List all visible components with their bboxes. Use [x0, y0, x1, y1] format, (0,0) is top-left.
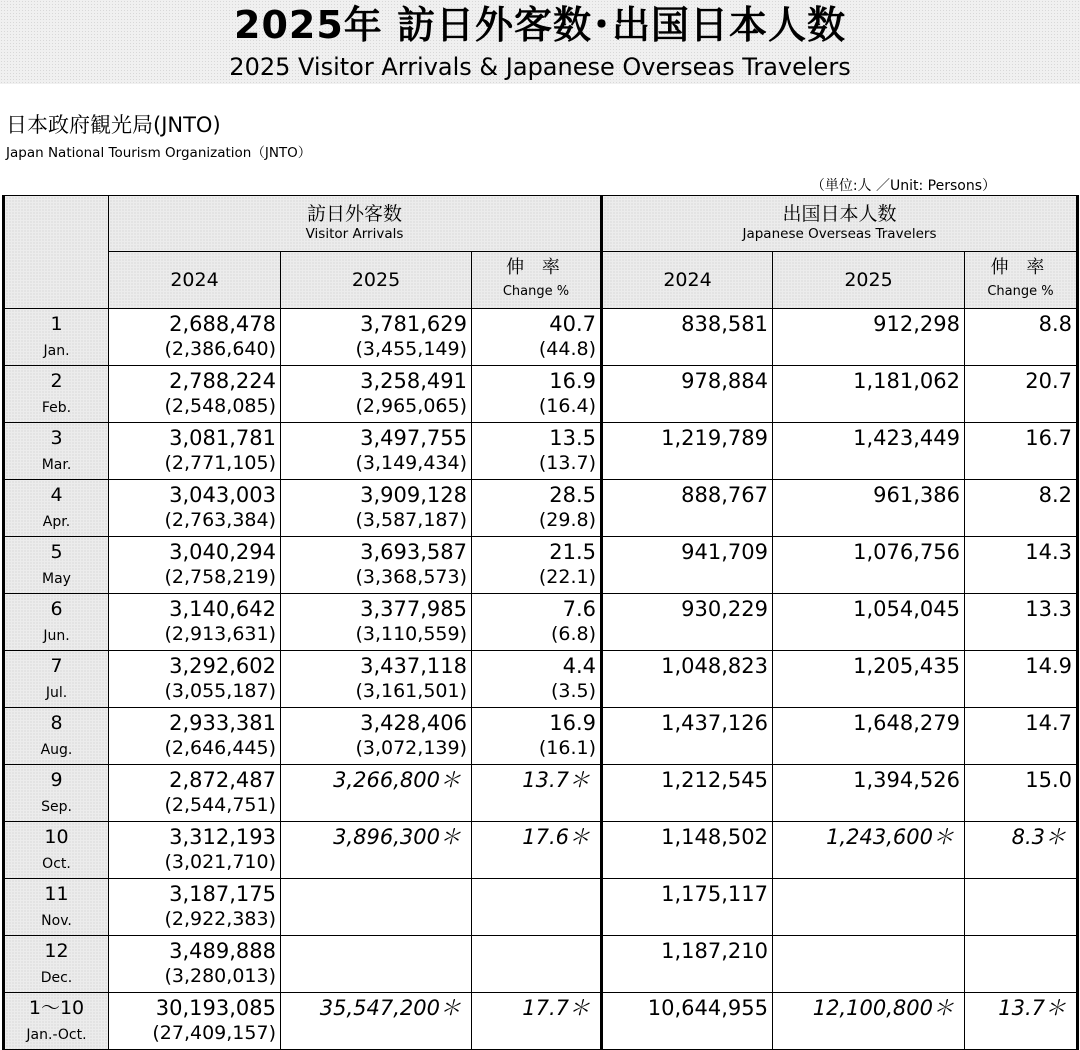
va-2024-sub-value: (2,544,751)	[164, 794, 276, 816]
va-change-cell	[472, 708, 602, 765]
va-2025-value: 3,693,587	[360, 540, 467, 564]
jo-2025-cell	[773, 423, 965, 480]
jo-change-header-jp: 伸 率	[990, 257, 1051, 278]
jo-2025-value: 1,205,435	[853, 654, 960, 678]
va-2024-cell	[109, 309, 281, 366]
jo-change-value: 8.8	[1038, 312, 1072, 336]
jo-2025-cell	[773, 309, 965, 366]
jo-2024-value: 1,048,823	[661, 654, 768, 678]
table-row	[4, 309, 1078, 366]
va-2025-value: 3,781,629	[360, 312, 467, 336]
va-2025-cell	[281, 708, 472, 765]
va-2025-sub-value: (3,149,434)	[355, 452, 467, 474]
month-name: Mar.	[41, 457, 72, 473]
va-change-sub-value: (16.1)	[538, 737, 596, 759]
va-change-cell	[472, 879, 602, 936]
jo-2024-cell	[602, 537, 773, 594]
va-2024-cell	[109, 366, 281, 423]
jo-2024-cell	[602, 993, 773, 1050]
va-2025-value: 3,909,128	[360, 483, 467, 507]
va-2024-cell	[109, 708, 281, 765]
va-2024-sub-value: (2,646,445)	[164, 737, 276, 759]
va-change-value: 21.5	[549, 540, 596, 564]
va-2024-cell	[109, 993, 281, 1050]
month-cell	[4, 651, 109, 708]
va-change-cell	[472, 480, 602, 537]
month-cell	[4, 480, 109, 537]
overseas-travelers-header	[602, 196, 1078, 252]
va-2025-cell	[281, 537, 472, 594]
jo-change-value: 13.3	[1025, 597, 1072, 621]
month-name: Nov.	[41, 913, 72, 929]
va-2025-cell	[281, 879, 472, 936]
jo-change-header-en: Change %	[987, 284, 1054, 299]
jo-2024-value: 10,644,955	[647, 996, 768, 1020]
va-2024-value: 3,040,294	[169, 540, 276, 564]
month-number: 9	[50, 769, 63, 791]
jo-2024-cell	[602, 651, 773, 708]
va-2025-value: 3,377,985	[360, 597, 467, 621]
va-change-value: 40.7	[549, 312, 596, 336]
visitor-arrivals-header-en: Visitor Arrivals	[305, 226, 404, 242]
va-2025-cell	[281, 765, 472, 822]
jo-2024-value: 1,219,789	[661, 426, 768, 450]
month-cell	[4, 708, 109, 765]
month-number: 7	[50, 655, 63, 677]
jo-change-cell	[965, 708, 1078, 765]
jo-change-value: 8.3＊	[1011, 825, 1066, 849]
va-2024-value: 3,081,781	[169, 426, 276, 450]
jo-change-cell	[965, 879, 1078, 936]
va-2024-value: 3,489,888	[169, 939, 276, 963]
month-name: Apr.	[42, 514, 71, 530]
jo-year-curr-header	[773, 252, 965, 309]
va-change-header	[472, 252, 602, 309]
va-change-value: 4.4	[562, 654, 596, 678]
va-change-cell	[472, 594, 602, 651]
jo-2024-cell	[602, 936, 773, 993]
va-2024-sub-value: (2,758,219)	[164, 566, 276, 588]
va-change-sub-value: (22.1)	[538, 566, 596, 588]
month-number: 8	[50, 712, 63, 734]
va-2024-value: 3,187,175	[169, 882, 276, 906]
jo-2024-value: 838,581	[681, 312, 768, 336]
va-2024-value: 3,140,642	[169, 597, 276, 621]
va-2024-cell	[109, 651, 281, 708]
jo-2025-value: 1,243,600＊	[826, 825, 954, 849]
va-2024-cell	[109, 822, 281, 879]
page-title-en: 2025 Visitor Arrivals & Japanese Overseas Travelers	[229, 53, 851, 81]
jo-2025-cell	[773, 708, 965, 765]
month-name: Feb.	[41, 400, 72, 416]
jo-change-cell	[965, 594, 1078, 651]
jo-change-value: 14.7	[1025, 711, 1072, 735]
jo-change-value	[965, 936, 1076, 939]
jo-2024-cell	[602, 480, 773, 537]
va-2025-cell	[281, 366, 472, 423]
va-change-value: 13.5	[549, 426, 596, 450]
va-change-sub-value: (29.8)	[538, 509, 596, 531]
jo-2024-value: 1,212,545	[661, 768, 768, 792]
unit-note: （単位:人 ／Unit: Persons）	[810, 178, 996, 194]
va-change-cell	[472, 423, 602, 480]
month-number: 6	[50, 598, 63, 620]
jo-change-value: 8.2	[1038, 483, 1072, 507]
month-cell	[4, 879, 109, 936]
va-change-cell	[472, 309, 602, 366]
month-name: May	[42, 571, 71, 587]
month-number: 4	[50, 484, 63, 506]
jo-2024-value: 941,709	[681, 540, 768, 564]
va-change-cell	[472, 765, 602, 822]
table-row	[4, 594, 1078, 651]
jo-change-cell	[965, 366, 1078, 423]
va-2024-sub-value: (2,913,631)	[164, 623, 276, 645]
table-row	[4, 822, 1078, 879]
table-row	[4, 936, 1078, 993]
va-2025-cell	[281, 993, 472, 1050]
jo-2024-value: 1,175,117	[661, 882, 768, 906]
va-year-curr-header	[281, 252, 472, 309]
jo-change-value: 14.3	[1025, 540, 1072, 564]
jo-2025-value	[773, 936, 964, 939]
jo-2025-cell	[773, 993, 965, 1050]
table-row	[4, 651, 1078, 708]
jo-2024-value: 888,767	[681, 483, 768, 507]
jo-2025-cell	[773, 480, 965, 537]
va-change-value	[472, 879, 600, 882]
table-row	[4, 366, 1078, 423]
va-2024-sub-value: (3,280,013)	[164, 965, 276, 987]
organization-jp: 日本政府観光局(JNTO)	[6, 113, 221, 137]
va-2025-value: 35,547,200＊	[319, 996, 461, 1020]
month-number: 11	[44, 883, 69, 905]
jo-2024-value: 1,187,210	[661, 939, 768, 963]
jo-2025-cell	[773, 537, 965, 594]
va-2024-cell	[109, 765, 281, 822]
organization-en: Japan National Tourism Organization（JNTO）	[6, 145, 312, 161]
va-year-curr-label: 2025	[351, 269, 401, 291]
va-change-sub-value: (13.7)	[538, 452, 596, 474]
statistics-table	[2, 195, 1079, 1050]
va-2025-sub-value: (3,110,559)	[355, 623, 467, 645]
va-2024-value: 30,193,085	[155, 996, 276, 1020]
jo-change-value: 15.0	[1025, 768, 1072, 792]
va-year-prev-label: 2024	[170, 269, 219, 291]
jo-2024-cell	[602, 708, 773, 765]
va-2024-sub-value: (2,922,383)	[164, 908, 276, 930]
va-2024-sub-value: (2,763,384)	[164, 509, 276, 531]
va-change-value	[472, 936, 600, 939]
total-row	[4, 993, 1078, 1050]
va-2024-cell	[109, 423, 281, 480]
va-change-sub-value: (6.8)	[550, 623, 596, 645]
va-2024-value: 3,312,193	[169, 825, 276, 849]
va-2025-value: 3,428,406	[360, 711, 467, 735]
jo-change-header	[965, 252, 1078, 309]
jo-2024-cell	[602, 765, 773, 822]
va-change-value: 16.9	[549, 369, 596, 393]
va-change-value: 13.7＊	[522, 768, 590, 792]
va-2024-value: 2,933,381	[169, 711, 276, 735]
month-name: Jun.	[43, 628, 70, 644]
jo-change-value: 13.7＊	[998, 996, 1066, 1020]
jo-change-cell	[965, 651, 1078, 708]
jo-year-prev-label: 2024	[663, 269, 712, 291]
jo-change-cell	[965, 537, 1078, 594]
va-change-value: 16.9	[549, 711, 596, 735]
month-name: Jul.	[45, 685, 68, 701]
va-2024-value: 3,292,602	[169, 654, 276, 678]
va-2024-cell	[109, 480, 281, 537]
month-number: 3	[50, 427, 63, 449]
month-cell	[4, 765, 109, 822]
va-2025-sub-value: (3,587,187)	[355, 509, 467, 531]
jo-change-cell	[965, 822, 1078, 879]
jo-year-curr-label: 2025	[844, 269, 893, 291]
va-change-cell	[472, 537, 602, 594]
va-change-sub-value: (16.4)	[538, 395, 596, 417]
va-2025-cell	[281, 309, 472, 366]
month-name: Jan.-Oct.	[26, 1027, 87, 1043]
jo-2025-value: 1,423,449	[853, 426, 960, 450]
va-change-value: 28.5	[549, 483, 596, 507]
va-2024-sub-value: (3,055,187)	[164, 680, 276, 702]
month-number: 5	[50, 541, 63, 563]
jo-2024-cell	[602, 822, 773, 879]
jo-change-cell	[965, 309, 1078, 366]
va-2025-cell	[281, 651, 472, 708]
va-2025-value: 3,497,755	[360, 426, 467, 450]
va-2024-cell	[109, 936, 281, 993]
visitor-arrivals-header-jp: 訪日外客数	[306, 203, 402, 225]
va-2024-sub-value: (2,771,105)	[164, 452, 276, 474]
corner-cell	[4, 196, 109, 309]
month-cell	[4, 993, 109, 1050]
visitor-arrivals-header	[109, 196, 602, 252]
overseas-travelers-header-en: Japanese Overseas Travelers	[742, 226, 937, 242]
jo-2024-value: 978,884	[681, 369, 768, 393]
jo-2025-value: 961,386	[873, 483, 960, 507]
va-2025-value: 3,896,300＊	[333, 825, 461, 849]
va-2024-sub-value: (2,548,085)	[164, 395, 276, 417]
va-2024-sub-value: (2,386,640)	[164, 338, 276, 360]
jo-2025-cell	[773, 879, 965, 936]
va-2025-cell	[281, 822, 472, 879]
va-2025-value: 3,258,491	[360, 369, 467, 393]
month-name: Oct.	[42, 856, 71, 872]
jo-change-value: 16.7	[1025, 426, 1072, 450]
va-2024-value: 3,043,003	[169, 483, 276, 507]
jo-2025-cell	[773, 594, 965, 651]
jo-2025-value	[773, 879, 964, 882]
month-cell	[4, 537, 109, 594]
va-2024-cell	[109, 594, 281, 651]
jo-2025-value: 1,054,045	[853, 597, 960, 621]
month-name: Sep.	[41, 799, 72, 815]
overseas-travelers-header-jp: 出国日本人数	[782, 203, 897, 225]
month-cell	[4, 366, 109, 423]
va-change-cell	[472, 651, 602, 708]
va-2025-value: 3,266,800＊	[333, 768, 461, 792]
table-row	[4, 480, 1078, 537]
va-change-cell	[472, 822, 602, 879]
va-2025-value: 3,437,118	[360, 654, 467, 678]
jo-change-cell	[965, 765, 1078, 822]
va-change-value: 7.6	[562, 597, 596, 621]
page-title-jp: 2025年 訪日外客数･出国日本人数	[234, 3, 846, 47]
table-row	[4, 537, 1078, 594]
va-2024-sub-value: (3,021,710)	[164, 851, 276, 873]
month-cell	[4, 594, 109, 651]
month-name: Dec.	[40, 970, 73, 986]
jo-change-cell	[965, 423, 1078, 480]
va-2024-value: 2,788,224	[169, 369, 276, 393]
month-name: Aug.	[40, 742, 73, 758]
jo-2024-value: 930,229	[681, 597, 768, 621]
va-change-sub-value: (44.8)	[538, 338, 596, 360]
va-2025-cell	[281, 480, 472, 537]
jo-change-value	[965, 879, 1076, 882]
va-2025-sub-value: (3,455,149)	[355, 338, 467, 360]
jo-2025-value: 12,100,800＊	[812, 996, 954, 1020]
jo-year-prev-header	[602, 252, 773, 309]
va-2025-cell	[281, 594, 472, 651]
month-cell	[4, 822, 109, 879]
jo-2025-value: 1,394,526	[853, 768, 960, 792]
va-change-cell	[472, 993, 602, 1050]
month-number: 1	[50, 313, 63, 335]
jo-change-cell	[965, 936, 1078, 993]
table-row	[4, 879, 1078, 936]
va-2025-sub-value: (3,072,139)	[355, 737, 467, 759]
va-2024-cell	[109, 879, 281, 936]
va-change-header-jp: 伸 率	[506, 257, 566, 278]
va-change-sub-value: (3.5)	[550, 680, 596, 702]
month-cell	[4, 309, 109, 366]
jo-2024-cell	[602, 594, 773, 651]
month-number: 2	[50, 370, 63, 392]
jo-2025-cell	[773, 936, 965, 993]
va-change-header-en: Change %	[502, 284, 570, 299]
va-change-cell	[472, 366, 602, 423]
month-number: 1～10	[28, 997, 85, 1019]
table-row	[4, 423, 1078, 480]
jo-2024-cell	[602, 309, 773, 366]
va-2025-value	[281, 936, 471, 939]
month-name: Jan.	[43, 343, 70, 359]
jo-2025-value: 1,076,756	[853, 540, 960, 564]
va-change-cell	[472, 936, 602, 993]
va-2025-cell	[281, 936, 472, 993]
month-cell	[4, 423, 109, 480]
va-2025-sub-value: (3,161,501)	[355, 680, 467, 702]
va-2024-value: 2,872,487	[169, 768, 276, 792]
jo-change-cell	[965, 480, 1078, 537]
jo-2025-value: 912,298	[873, 312, 960, 336]
jo-2024-value: 1,148,502	[661, 825, 768, 849]
va-2024-sub-value: (27,409,157)	[152, 1022, 276, 1044]
jo-2024-cell	[602, 366, 773, 423]
va-2024-cell	[109, 537, 281, 594]
jo-2024-cell	[602, 879, 773, 936]
va-year-prev-header	[109, 252, 281, 309]
jo-2025-value: 1,648,279	[853, 711, 960, 735]
va-2025-sub-value: (2,965,065)	[355, 395, 467, 417]
month-number: 12	[44, 940, 69, 962]
month-cell	[4, 936, 109, 993]
jo-change-value: 20.7	[1025, 369, 1072, 393]
jo-2025-cell	[773, 651, 965, 708]
va-change-value: 17.7＊	[522, 996, 590, 1020]
table-row	[4, 708, 1078, 765]
jo-change-cell	[965, 993, 1078, 1050]
table-row	[4, 765, 1078, 822]
jo-2025-cell	[773, 765, 965, 822]
jo-2024-cell	[602, 423, 773, 480]
va-change-value: 17.6＊	[522, 825, 590, 849]
va-2024-value: 2,688,478	[169, 312, 276, 336]
jo-2025-cell	[773, 366, 965, 423]
jo-2024-value: 1,437,126	[661, 711, 768, 735]
jo-2025-value: 1,181,062	[853, 369, 960, 393]
va-2025-cell	[281, 423, 472, 480]
jo-2025-cell	[773, 822, 965, 879]
va-2025-sub-value: (3,368,573)	[355, 566, 467, 588]
month-number: 10	[44, 826, 69, 848]
jo-change-value: 14.9	[1025, 654, 1072, 678]
va-2025-value	[281, 879, 471, 882]
